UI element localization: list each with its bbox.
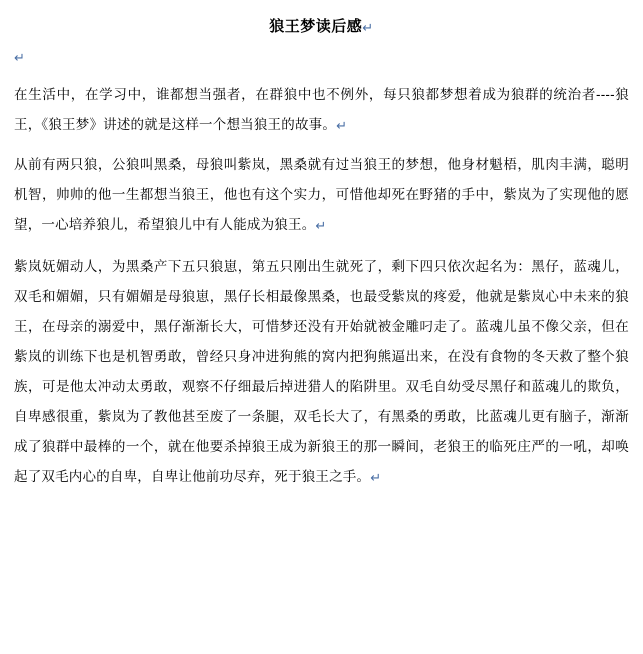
paragraph-mark-icon: ↵ bbox=[14, 50, 25, 65]
blank-line bbox=[14, 46, 629, 68]
page-title bbox=[14, 16, 629, 38]
paragraph-mark-icon: ↵ bbox=[370, 470, 382, 485]
paragraph bbox=[14, 252, 629, 492]
paragraph-mark-icon: ↵ bbox=[315, 218, 327, 233]
paragraph-text: 从前有两只狼，公狼叫黑桑，母狼叫紫岚，黑桑就有过当狼王的梦想，他身材魁梧，肌肉丰满，聪明机智，帅帅的他一生都想当狼王，他也有这个实力，可惜他却死在野猪的手中，紫岚为了实现他的愿望，一心培养狼儿，希望狼儿中有人能成为狼王。 bbox=[14, 157, 629, 232]
paragraph bbox=[14, 150, 629, 240]
paragraph bbox=[14, 80, 629, 140]
paragraph-text: 紫岚妩媚动人，为黑桑产下五只狼崽，第五只刚出生就死了，剩下四只依次起名为：黑仔，蓝魂儿，双毛和媚媚，只有媚媚是母狼崽，黑仔长相最像黑桑，也最受紫岚的疼爱，他就是紫岚心中未来的狼王，在母亲的溺爱中，黑仔渐渐长大，可惜梦还没有开始就被金雕叼走了。蓝魂儿虽不像父亲，但在紫岚的训练下也是机智勇敢，曾经只身冲进狗熊的窝内把狗熊逼出来，在没有食物的冬天救了整个狼族，可是他太冲动太勇敢，观察不仔细最后掉进猎人的陷阱里。双毛自幼受尽黑仔和蓝魂儿的欺负，自卑感很重，紫岚为了教他甚至废了一条腿，双毛长大了，有黑桑的勇敢，比蓝魂儿更有脑子，渐渐成了狼群中最棒的一个，就在他要杀掉狼王成为新狼王的那一瞬间，老狼王的临死庄严的一吼，却唤起了双毛内心的自卑，自卑让他前功尽弃，死于狼王之手。 bbox=[14, 259, 629, 484]
page-title-text: 狼王梦读后感 bbox=[269, 18, 363, 35]
paragraph-mark-icon: ↵ bbox=[362, 20, 374, 35]
paragraph-text: 在生活中，在学习中，谁都想当强者，在群狼中也不例外，每只狼都梦想着成为狼群的统治者----狼王，《狼王梦》讲述的就是这样一个想当狼王的故事。 bbox=[14, 87, 629, 132]
paragraph-mark-icon: ↵ bbox=[336, 118, 348, 133]
